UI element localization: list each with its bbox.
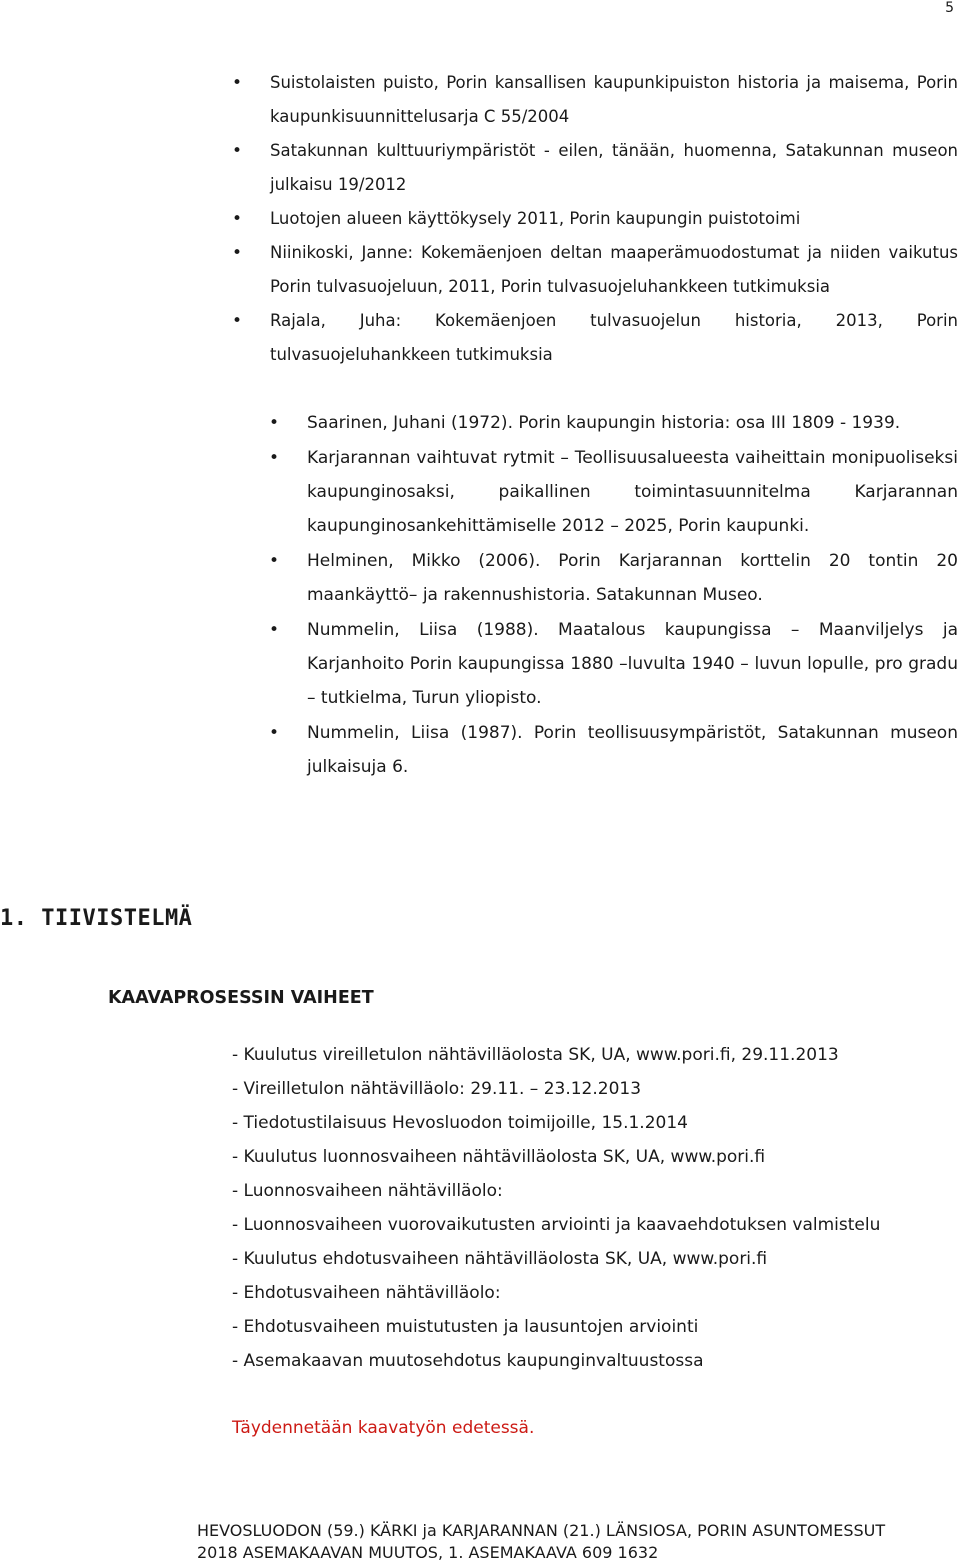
list-item: • Luotojen alueen käyttökysely 2011, Porin kaupungin puistotoimi bbox=[0, 202, 960, 236]
footer-line: 2018 ASEMAKAAVAN MUUTOS, 1. ASEMAKAAVA 609 1632 bbox=[197, 1543, 659, 1562]
page-number: 5 bbox=[945, 0, 954, 16]
step-item: - Ehdotusvaiheen muistutusten ja lausuntojen arviointi bbox=[232, 1317, 699, 1337]
step-item: - Luonnosvaiheen nähtävilläolo: bbox=[232, 1181, 503, 1201]
step-item: - Luonnosvaiheen vuorovaikutusten arviointi ja kaavaehdotuksen valmistelu bbox=[232, 1215, 881, 1235]
list-item: • Suistolaisten puisto, Porin kansallisen kaupunkipuiston historia ja maisema, Porin kaupunkisuunnittelusarja C 55/2004 bbox=[0, 66, 960, 134]
footer-line: HEVOSLUODON (59.) KÄRKI ja KARJARANNAN (21.) LÄNSIOSA, PORIN ASUNTOMESSUT bbox=[197, 1521, 886, 1540]
list-item: • Helminen, Mikko (2006). Porin Karjarannan korttelin 20 tontin 20 maankäyttö– ja rakennushistoria. Satakunnan Museo. bbox=[0, 544, 960, 612]
step-item: - Tiedotustilaisuus Hevosluodon toimijoille, 15.1.2014 bbox=[232, 1113, 688, 1133]
process-steps-list bbox=[232, 1038, 880, 1378]
step-item: - Ehdotusvaiheen nähtävilläolo: bbox=[232, 1283, 501, 1303]
step-item: - Kuulutus vireilletulon nähtävilläolosta SK, UA, www.pori.fi, 29.11.2013 bbox=[232, 1045, 839, 1065]
note-text: Täydennetään kaavatyön edetessä. bbox=[232, 1418, 535, 1438]
section-heading: 1. TIIVISTELMÄ bbox=[0, 906, 193, 931]
list-item: • Karjarannan vaihtuvat rytmit – Teollisuusalueesta vaiheittain monipuoliseksi kaupunginosaksi, paikallinen toimintasuunnitelma Karjarannan kaupunginosankehittämiselle 2012 – 2025, Porin kaupunki. bbox=[0, 441, 960, 543]
list-item: • Rajala, Juha: Kokemäenjoen tulvasuojelun historia, 2013, Porin tulvasuojeluhankkeen tutkimuksia bbox=[0, 304, 960, 372]
step-item: - Asemakaavan muutosehdotus kaupunginvaltuustossa bbox=[232, 1351, 704, 1371]
step-item: - Kuulutus ehdotusvaiheen nähtävilläolosta SK, UA, www.pori.fi bbox=[232, 1249, 768, 1269]
list-item: • Satakunnan kulttuuriympäristöt - eilen, tänään, huomenna, Satakunnan museon julkaisu 19/2012 bbox=[0, 134, 960, 202]
reference-list-nested bbox=[0, 406, 960, 785]
list-item: • Saarinen, Juhani (1972). Porin kaupungin historia: osa III 1809 - 1939. bbox=[0, 406, 960, 440]
list-item: • Nummelin, Liisa (1987). Porin teollisuusympäristöt, Satakunnan museon julkaisuja 6. bbox=[0, 716, 960, 784]
sub-heading: KAAVAPROSESSIN VAIHEET bbox=[108, 988, 374, 1008]
reference-list bbox=[0, 66, 960, 372]
step-item: - Vireilletulon nähtävilläolo: 29.11. – 23.12.2013 bbox=[232, 1079, 642, 1099]
step-item: - Kuulutus luonnosvaiheen nähtävilläolosta SK, UA, www.pori.fi bbox=[232, 1147, 766, 1167]
list-item: • Nummelin, Liisa (1988). Maatalous kaupungissa – Maanviljelys ja Karjanhoito Porin kaupungissa 1880 –luvulta 1940 – luvun lopulle, pro gradu – tutkielma, Turun yliopisto. bbox=[0, 613, 960, 715]
page-footer bbox=[197, 1520, 885, 1564]
list-item: • Niinikoski, Janne: Kokemäenjoen deltan maaperämuodostumat ja niiden vaikutus Porin tulvasuojeluun, 2011, Porin tulvasuojeluhankkeen tutkimuksia bbox=[0, 236, 960, 304]
